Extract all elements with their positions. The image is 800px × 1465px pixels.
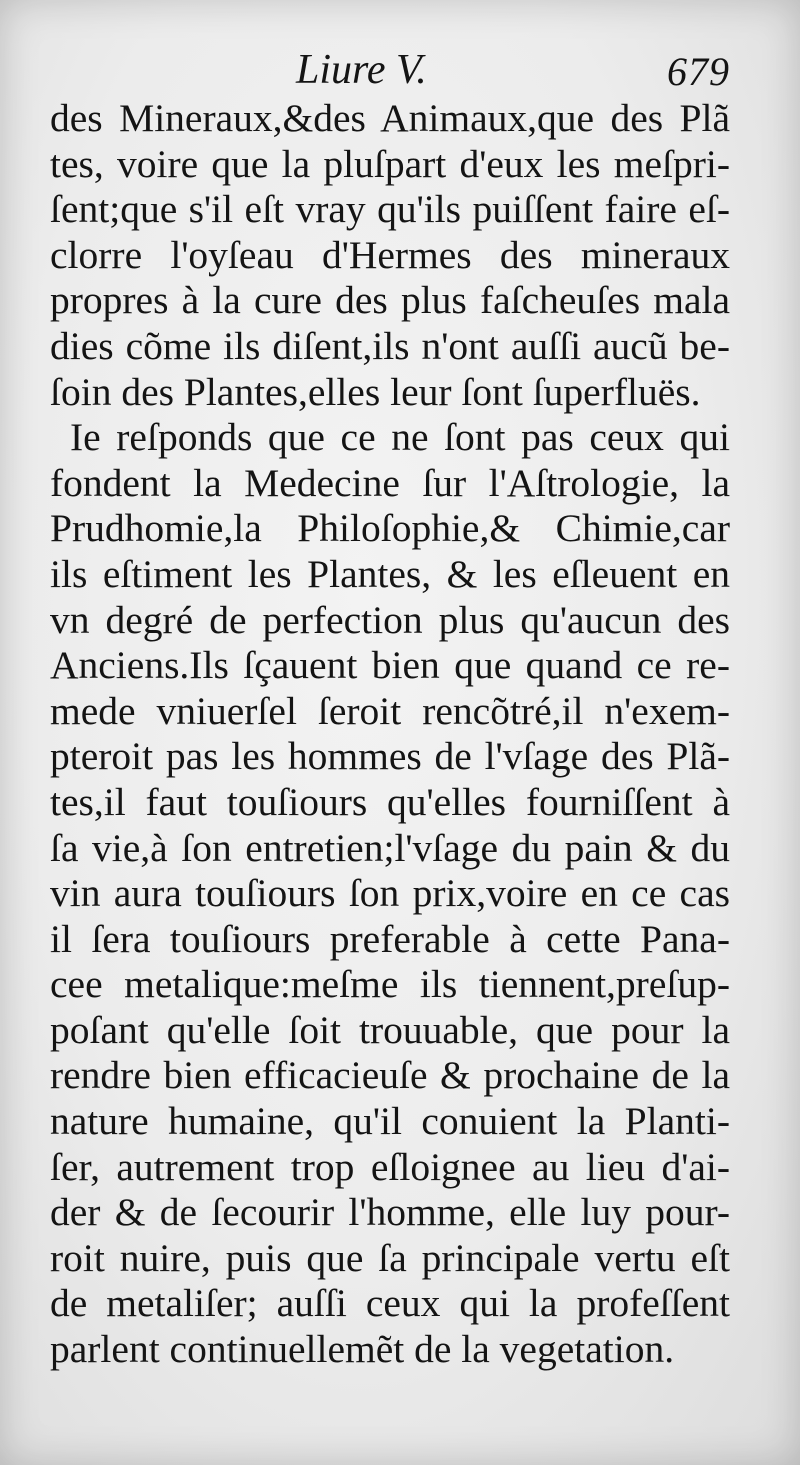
text-line: roit nuire, puis que ſa principale vertu eſt [50,1235,730,1280]
text-line: cee metalique:meſme ils tiennent,preſup- [50,962,730,1007]
text-line: dies cõme ils diſent,ils n'ont auſſi aucũ be- [50,323,730,368]
text-line: il ſera touſiours preferable à cette Pana- [50,916,730,961]
text-line: nature humaine, qu'il conuient la Planti- [50,1099,730,1144]
text-line: der & de ſecourir l'homme, elle luy pour- [50,1190,730,1235]
text-line: Ie reſponds que ce ne ſont pas ceux qui [70,415,730,460]
text-line: mede vniuerſel ſeroit rencõtré,il n'exem- [50,688,730,733]
text-line: fondent la Medecine ſur l'Aſtrologie, la [50,460,730,505]
text-line: de metaliſer; auſſi ceux qui la profeſſent [50,1281,730,1326]
text-line: tes,il faut touſiours qu'elles fourniſſent à [50,779,730,824]
text-line: ſoin des Plantes,elles leur ſont ſuperfluës. [50,369,701,414]
text-line: Prudhomie,la Philoſophie,& Chimie,car [50,506,730,551]
text-line: parlent continuellemẽt de la vegetation. [50,1327,675,1372]
text-line: vin aura touſiours ſon prix,voire en ce cas [50,871,730,916]
page-header [50,44,730,96]
text-line: tes, voire que la pluſpart d'eux les meſpri- [50,141,730,186]
text-line: des Mineraux,&des Animaux,que des Plã [50,96,730,140]
text-line: vn degré de perfection plus qu'aucun des [50,597,730,642]
text-line: ſer, autrement trop eſloignee au lieu d'ai- [50,1144,730,1189]
text-line: clorre l'oyſeau d'Hermes des mineraux [50,232,730,277]
body-text [50,96,730,1373]
text-line: pteroit pas les hommes de l'vſage des Plã- [50,734,730,779]
text-line: Anciens.Ils ſçauent bien que quand ce re- [50,643,730,688]
text-line: propres à la cure des plus faſcheuſes mala [50,278,730,323]
page-number: 679 [667,49,730,94]
text-line: ſent;que s'il eſt vray qu'ils puiſſent faire eſ- [50,187,730,232]
text-line: ils eſtiment les Plantes, & les eſleuent en [50,551,730,596]
text-line: poſant qu'elle ſoit trouuable, que pour la [50,1007,730,1052]
text-line: rendre bien efficacieuſe & prochaine de la [50,1053,730,1098]
running-head: Liure V. [296,47,427,93]
text-line: ſa vie,à ſon entretien;l'vſage du pain & du [50,825,730,870]
